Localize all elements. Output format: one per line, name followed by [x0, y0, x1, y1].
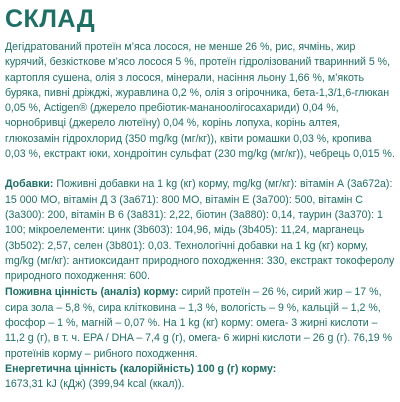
nutrition-text: сирий протеїн – 26 %, сирий жир – 17 %, сира зола – 5,8 %, сира клітковина – 1,3 %, вологість – 9 %, кальцій – 1,2 %, фосфор – 1 %, магній – 0,07 %. На 1 kg (кг) корму: омега- 3 жирні кислоти – 11,2 g (г), в т. ч. EPA / DHA – 7,4 g (г), омега- 6 жирні кислоти – 26 g (г). 76,19 % протеїнів корму – рибного походження.	[5, 286, 393, 360]
energy-label: Енергетична цінність (калорійність) 100 g (г) корму:	[5, 362, 277, 375]
energy-paragraph	[5, 362, 395, 393]
composition-heading: СКЛАД	[5, 5, 96, 33]
nutrition-label: Поживна цінність (аналіз) корму:	[5, 286, 179, 299]
nutrition-paragraph	[5, 285, 395, 361]
additives-paragraph	[5, 177, 395, 284]
energy-text: 1673,31 kJ (кДж) (399,94 kcal (ккал)).	[5, 378, 185, 391]
additives-text: Поживні добавки на 1 kg (кг) корму, mg/kg (мг/кг): вітамін А (3а672а): 15 000 МО, вітамін Д 3 (3а671): 800 МО, вітамін Е (3а700): 500, вітамін С (3а300): 200, вітамін В 6 (3а831): 2,22, біотин (3а880): 0,14, таурин (3а370): 1 100; мікроелементи: цинк (3b603): 104,96, мідь (3b405): 11,24, марганець (3b502): 2,57, селен (3b801): 0,03. Технологічні добавки на 1 kg (кг) корму, mg/kg (мг/кг): антиоксидант природного походження: 330, екстракт токоферолу природного походження: 600.	[5, 178, 395, 283]
composition-text: Дегідратований протеїн м’яса лосося, не менше 26 %, рис, ячмінь, жир курячий, безкісткове м’ясо лосося 5 %, протеїн гідролізований тваринний 5 %, картопля сушена, олія з лосося, мінерали, насіння льону 1,66 %, м’якоть буряка, пивні дріжджі, журавлина 0,2 %, олія з огірочника, бета-1,3/1,6-глюкан 0,05 %, Actigen® (джерело пребіотик-мананоолігосахариди) 0,04 %, чорнобривці (джерело лютеїну) 0,04 %, корінь лопуха, корінь алтея, глюкозамін гідрохлорид (350 mg/kg (мг/кг)), квіти ромашки 0,03 %, кропива 0,03 %, екстракт юки, хондроітин сульфат (230 mg/kg (мг/кг)), чебрець 0,015 %.	[5, 41, 395, 161]
additives-label: Добавки:	[5, 178, 54, 191]
